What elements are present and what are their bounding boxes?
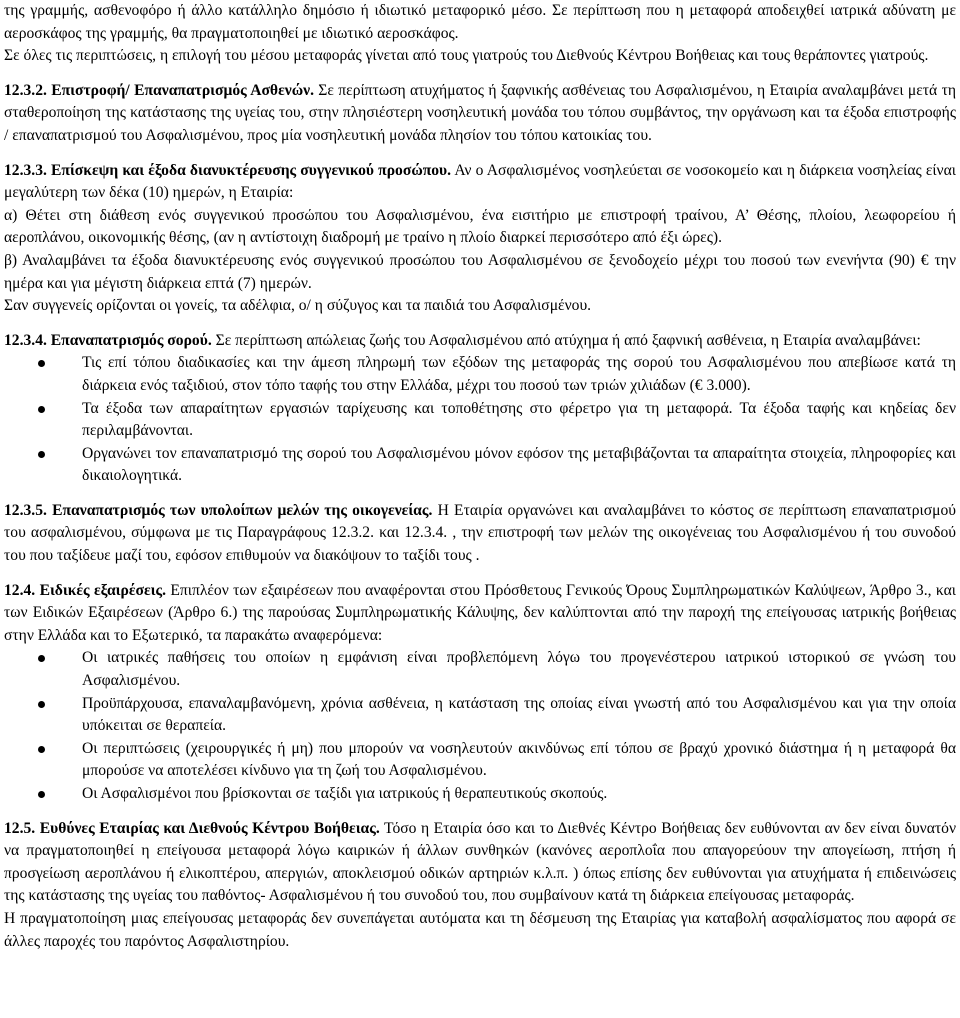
list-item-text: Οι ιατρικές παθήσεις του οποίων η εμφάνιση είναι προβλεπόμενη λόγω του προγενέστερου ιατρικού ιστορικού σε γνώση του Ασφαλισμένου. [82,649,956,690]
section-12-3-5 [4,500,956,568]
section-12-4-heading: 12.4. Ειδικές εξαιρέσεις. [4,581,166,599]
section-12-3-2-text: Σε περίπτωση ατυχήματος ή ξαφνικής ασθένειας του Ασφαλισμένου, η Εταιρία αναλαμβάνει μετά τη σταθεροποίηση της κατάστασης της υγείας του, στην πλησιέστερη νοσηλευτική μονάδα του τόπου συμβάντος, την οργάνωση και τα έξοδα επιστροφής / επαναπατρισμού του Ασφαλισμένου, προς μία νοσηλευτική μονάδα πλησίον του τόπου κατοικίας του. [4,81,956,144]
section-12-3-4-list [4,352,956,488]
section-12-3-3-relatives: Σαν συγγενείς ορίζονται οι γονείς, τα αδέλφια, ο/ η σύζυγος και τα παιδιά του Ασφαλισμένου. [4,297,592,315]
section-12-3-4-heading: 12.3.4. Επαναπατρισμός σορού. [4,331,212,349]
bullet-icon [38,451,45,458]
section-12-3-5-text: Η Εταιρία οργανώνει και αναλαμβάνει το κόστος σε περίπτωση επαναπατρισμού του ασφαλισμένου, σύμφωνα με τις Παραγράφους 12.3.2. και 12.3.4. , την επιστροφή των μελών της οικογένειας του Ασφαλισμένου ή του συνοδού του που ταξίδευε μαζί του, εφόσον επιθυμούν να διακόψουν το ταξίδι τους . [4,501,957,565]
bullet-icon [38,360,45,367]
section-12-4 [4,580,956,648]
section-12-4-text: Επιπλέον των εξαιρέσεων που αναφέρονται στου Πρόσθετους Γενικούς Όρους Συμπληρωματικών Καλύψεων, Άρθρο 3., και των Ειδικών Εξαιρέσεων (Άρθρο 6.) της παρούσας Συμπληρωματικής Κάλυψης, δεν καλύπτονται από την παροχή της επείγουσας ιατρικής βοήθειας στην Ελλάδα και το Εξωτερικό, τα παρακάτω αναφερόμενα: [4,581,956,644]
section-12-3-3-heading: 12.3.3. Επίσκεψη και έξοδα διανυκτέρευσης συγγενικού προσώπου. [4,161,452,179]
section-12-3-2-heading: 12.3.2. Επιστροφή/ Επαναπατρισμός Ασθενών. [4,81,314,99]
bullet-icon [38,791,45,798]
section-12-5-last: Η πραγματοποίηση μιας επείγουσας μεταφοράς δεν συνεπάγεται αυτόματα και τη δέσμευση της Εταιρίας για καταβολή ασφαλίσματος που αφορά σε άλλες παροχές του παρόντος Ασφαλιστηρίου. [4,909,956,950]
bullet-icon [38,406,45,413]
section-12-3-3 [4,160,956,205]
section-12-3-3-item-a: α) Θέτει στη διάθεση ενός συγγενικού προσώπου του Ασφαλισμένου, ένα εισιτήριο με επιστροφή τραίνου, Α’ Θέσης, πλοίου, λεωφορείου ή αεροπλάνου, οικονομικής θέσης, (αν η αντίστοιχη διαδρομή με τραίνο η πλοίο διαρκεί περισσότερο από έξι ώρες). [4,206,956,247]
section-12-3-3-text: Αν ο Ασφαλισμένος νοσηλεύεται σε νοσοκομείο και η διάρκεια νοσηλείας είναι μεγαλύτερη των δέκα (10) ημερών, η Εταιρία: [4,161,956,202]
list-item-text: Τα έξοδα των απαραίτητων εργασιών ταρίχευσης και τοποθέτησης στο φέρετρο για τη μεταφορά. Τα έξοδα ταφής και κηδείας δεν περιλαμβάνονται. [82,399,956,440]
section-12-3-4-text: Σε περίπτωση απώλειας ζωής του Ασφαλισμένου από ατύχημα ή από ξαφνική ασθένεια, η Εταιρία αναλαμβάνει: [211,331,921,349]
section-12-3-2 [4,80,956,148]
section-12-4-list [4,647,956,805]
section-12-5-text: Τόσο η Εταιρία όσο και το Διεθνές Κέντρο Βοήθειας δεν ευθύνονται αν δεν είναι δυνατόν να πραγματοποιηθεί η επείγουσα μεταφορά λόγω καιρικών ή άλλων συνθηκών (κανόνες αεροπλοΐα που απαγορεύουν την απογείωση, πτήση ή προσγείωση αεροπλάνου ή ελικοπτέρου, απεργιών, αποκλεισμού οδικών αρτηριών κ.λ.π. ) όπως επίσης δεν ευθύνονται για ατυχήματα ή επιδεινώσεις της κατάστασης της υγείας του παθόντος- Ασφαλισμένου ή του συνοδού του, που συμβαίνουν κατά τη διάρκεια επείγουσας μεταφοράς. [4,819,956,905]
list-item [4,783,956,806]
list-item-text: Οι Ασφαλισμένοι που βρίσκονται σε ταξίδι για ιατρικούς ή θεραπευτικούς σκοπούς. [82,785,608,802]
list-item [4,647,956,692]
section-12-5 [4,818,956,908]
section-12-3-3-item-b: β) Αναλαμβάνει τα έξοδα διανυκτέρευσης ενός συγγενικού προσώπου του Ασφαλισμένου σε ξενοδοχείο μέχρι του ποσού των ενενήντα (90) € την ημέρα και για μέγιστη διάρκεια επτά (7) ημερών. [4,251,956,292]
list-item-text: Οργανώνει τον επαναπατρισμό της σορού του Ασφαλισμένου μόνον εφόσον της μεταβιβάζονται τα απαραίτητα στοιχεία, πληροφορίες και δικαιολογητικά. [82,444,956,485]
list-item-text: Τις επί τόπου διαδικασίες και την άμεση πληρωμή των εξόδων της μεταφοράς της σορού του Ασφαλισμένου που απεβίωσε κατά τη διάρκεια ενός ταξιδιού, στον τόπο ταφής του στην Ελλάδα, μέχρι του ποσού των τριών χιλιάδων (€ 3.000). [82,354,956,394]
intro-paragraph-1: της γραμμής, ασθενοφόρο ή άλλο κατάλληλο δημόσιο ή ιδιωτικό μεταφορικό μέσο. Σε περίπτωση που η μεταφορά αποδειχθεί ιατρικά αδύνατη με αεροσκάφος της γραμμής, θα πραγματοποιηθεί με ιδιωτικό αεροσκάφος. [4,2,956,42]
list-item [4,352,956,397]
section-12-5-heading: 12.5. Ευθύνες Εταιρίας και Διεθνούς Κέντρου Βοήθειας. [4,819,380,837]
intro-paragraph-2: Σε όλες τις περιπτώσεις, η επιλογή του μέσου μεταφοράς γίνεται από τους γιατρούς του Διεθνούς Κέντρου Βοήθειας και τους θεράποντες γιατρούς. [4,47,929,65]
bullet-icon [38,701,45,708]
section-12-3-4 [4,330,956,353]
list-item-text: Προϋπάρχουσα, επαναλαμβανόμενη, χρόνια ασθένεια, η κατάσταση της οποίας είναι γνωστή από του Ασφαλισμένου και για την οποία υπόκειται σε θεραπεία. [82,694,956,735]
list-item [4,738,956,783]
list-item [4,693,956,738]
list-item [4,398,956,443]
bullet-icon [38,655,45,662]
list-item [4,443,956,488]
bullet-icon [38,746,45,753]
section-12-3-5-heading: 12.3.5. Επαναπατρισμός των υπολοίπων μελών της οικογενείας. [4,501,433,519]
list-item-text: Οι περιπτώσεις (χειρουργικές ή μη) που μπορούν να νοσηλευτούν ακινδύνως επί τόπου σε βραχύ χρονικό διάστημα ή η μεταφορά θα μπορούσε να αποτελέσει κίνδυνο για τη ζωή του Ασφαλισμένου. [82,739,956,780]
